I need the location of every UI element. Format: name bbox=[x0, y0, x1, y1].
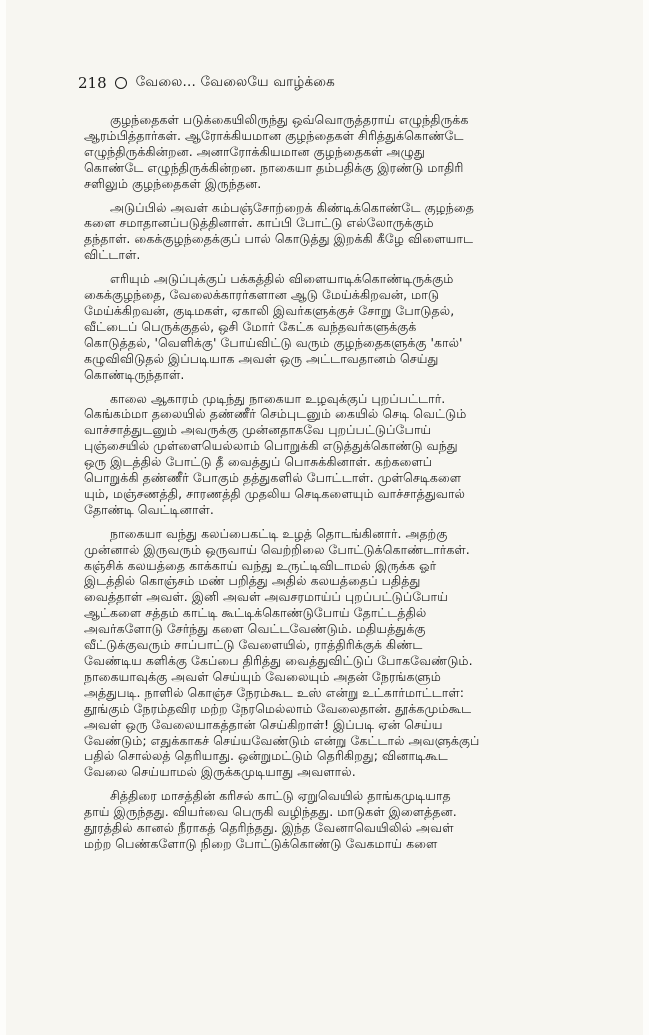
text-line: வீட்டுக்குவரும் சாப்பாட்டு வேளையில், ராத்திரிக்குக் கிண்ட bbox=[84, 637, 423, 653]
text-line: தூங்கும் நேரம்தவிர மற்ற நேரமெல்லாம் வேலைதான். தூக்கமும்கூட bbox=[84, 700, 472, 716]
paragraph bbox=[84, 271, 570, 382]
text-line: நாகையா வந்து கலப்பைகட்டி உழத் தொடங்கினார். அதற்கு bbox=[110, 525, 448, 541]
text-line: கழுவிவிடுதல் இப்படியாக அவள் ஒரு அட்டாவதானம் செய்து bbox=[84, 350, 439, 366]
text-line: பொறுக்கி தண்ணீர் போகும் தத்துகளில் போட்டாள். முள்செடிகளை bbox=[84, 470, 462, 486]
page-header bbox=[78, 74, 335, 92]
text-line: களை சமாதானப்படுத்தினாள். காப்பி போட்டு எல்லோருக்கும் bbox=[84, 215, 434, 231]
text-line: பதில் சொல்லத் தெரியாது. ஒன்றுமட்டும் தெரிகிறது; வினாடிகூட bbox=[84, 748, 448, 764]
text-line: யும், மஞ்சணத்தி, சாரணத்தி முதலிய செடிகளையும் வாச்சாத்துவால் bbox=[84, 485, 465, 501]
paragraph bbox=[84, 112, 570, 192]
text-line: புஞ்சையில் முள்ளையெல்லாம் பொறுக்கி எடுத்துக்கொண்டு வந்து bbox=[84, 438, 458, 454]
text-line: கெங்கம்மா தலையில் தண்ணீர் செம்புடனும் கையில் செடி வெட்டும் bbox=[84, 406, 467, 422]
text-line: கொடுத்தல், 'வெளிக்கு' போய்விட்டு வரும் குழந்தைகளுக்கு 'கால்' bbox=[84, 334, 463, 350]
paragraph bbox=[84, 391, 570, 518]
text-line: எழுந்திருக்கின்றன. அனாரோக்கியமான குழந்தைகள் அழுது bbox=[84, 143, 425, 159]
text-line: தாய் இருந்தது. வியர்வை பெருகி வழிந்தது. மாடுகள் இளைத்தன. bbox=[84, 804, 457, 820]
text-line: ஆரம்பித்தார்கள். ஆரோக்கியமான குழந்தைகள் சிரித்துக்கொண்டே bbox=[84, 127, 464, 143]
page-number: 218 bbox=[78, 74, 107, 92]
text-line: வீட்டைப் பெருக்குதல், ஒசி மோர் கேட்க வந்தவர்களுக்குக் bbox=[84, 318, 417, 334]
text-line: கைக்குழந்தை, வேலைக்காரர்களான ஆடு மேய்க்கிறவன், மாடு bbox=[84, 287, 440, 303]
paragraph bbox=[84, 788, 570, 852]
body-text bbox=[84, 112, 570, 860]
text-line: கஞ்சிக் கலயத்தை காக்காய் வந்து உருட்டிவிடாமல் இருக்க ஓர் bbox=[84, 557, 437, 573]
text-line: அடுப்பில் அவள் கம்பஞ்சோற்றைக் கிண்டிக்கொண்டே குழந்தை bbox=[110, 199, 474, 215]
text-line: வேண்டிய களிக்கு கேப்பை திரித்து வைத்துவிட்டுப் போகவேண்டும். bbox=[84, 653, 473, 668]
text-line: வேலை செய்யாமல் இருக்கமுடியாது அவளால். bbox=[84, 764, 356, 780]
running-head: வேலை... வேலையே வாழ்க்கை bbox=[135, 74, 335, 90]
circle-ornament-icon bbox=[115, 77, 127, 89]
text-line: வேண்டும்; எதுக்காகச் செய்யவேண்டும் என்று கேட்டால் அவளுக்குப் bbox=[84, 732, 480, 748]
text-line: வாச்சாத்துடனும் அவருக்கு முன்னதாகவே புறப்பட்டுப்போய் bbox=[84, 422, 432, 438]
text-line: மேய்க்கிறவன், குடிமகள், ஏகாலி இவர்களுக்குச் சோறு போடுதல், bbox=[84, 302, 455, 318]
text-line: அவர்களோடு சேர்ந்து களை வெட்டவேண்டும். மதியத்துக்கு bbox=[84, 621, 426, 637]
text-line: ஒரு இடத்தில் போட்டு தீ வைத்துப் பொசுக்கினாள். கற்களைப் bbox=[84, 454, 433, 470]
text-line: நாகையாவுக்கு அவள் செய்யும் வேலையும் அதன் நேரங்களும் bbox=[84, 668, 441, 684]
text-line: ஆட்களை சத்தம் காட்டி கூட்டிக்கொண்டுபோய் தோட்டத்தில் bbox=[84, 605, 427, 621]
text-line: சித்திரை மாசத்தின் கரிசல் காட்டு ஏறுவெயில் தாங்கமுடியாத bbox=[110, 788, 451, 804]
text-line: கொண்டே எழுந்திருக்கின்றன. நாகையா தம்பதிக்கு இரண்டு மாதிரி bbox=[84, 159, 464, 175]
text-line: அத்துபடி. நாளில் கொஞ்ச நேரம்கூட உஸ் என்று உட்கார்மாட்டாள்: bbox=[84, 684, 464, 700]
text-line: சளிலும் குழந்தைகள் இருந்தன. bbox=[84, 175, 262, 191]
text-line: அவள் ஒரு வேலையாகத்தான் செய்கிறாள்! இப்படி ஏன் செய்ய bbox=[84, 716, 443, 732]
text-line: தோண்டி வெட்டினாள். bbox=[84, 501, 214, 517]
text-line: குழந்தைகள் படுக்கையிலிருந்து ஒவ்வொருத்தராய் எழுந்திருக்க bbox=[110, 112, 469, 127]
text-line: காலை ஆகாரம் முடிந்து நாகையா உழவுக்குப் புறப்பட்டார். bbox=[110, 390, 446, 406]
text-line: தூரத்தில் கானல் நீராகத் தெரிந்தது. இந்த வேனாவெயிலில் அவள் bbox=[84, 820, 454, 836]
text-line: தந்தாள். கைக்குழந்தைக்குப் பால் கொடுத்து இறக்கி கீழே விளையாட bbox=[84, 231, 474, 247]
text-line: கொண்டிருந்தாள். bbox=[84, 366, 185, 382]
text-line: இடத்தில் கொஞ்சம் மண் பறித்து அதில் கலயத்தைப் பதித்து bbox=[84, 573, 421, 589]
text-line: வைத்தாள் அவள். இனி அவள் அவசரமாய்ப் புறப்பட்டுப்போய் bbox=[84, 589, 448, 605]
text-line: மற்ற பெண்களோடு நிறை போட்டுக்கொண்டு வேகமாய் களை bbox=[84, 835, 438, 851]
text-line: விட்டாள். bbox=[84, 247, 141, 263]
paragraph bbox=[84, 200, 570, 264]
paragraph bbox=[84, 526, 570, 781]
text-line: எரியும் அடுப்புக்குப் பக்கத்தில் விளையாடிக்கொண்டிருக்கும் bbox=[110, 271, 454, 287]
text-line: முன்னால் இருவரும் ஒருவாய் வெற்றிலை போட்டுக்கொண்டார்கள். bbox=[84, 541, 470, 557]
